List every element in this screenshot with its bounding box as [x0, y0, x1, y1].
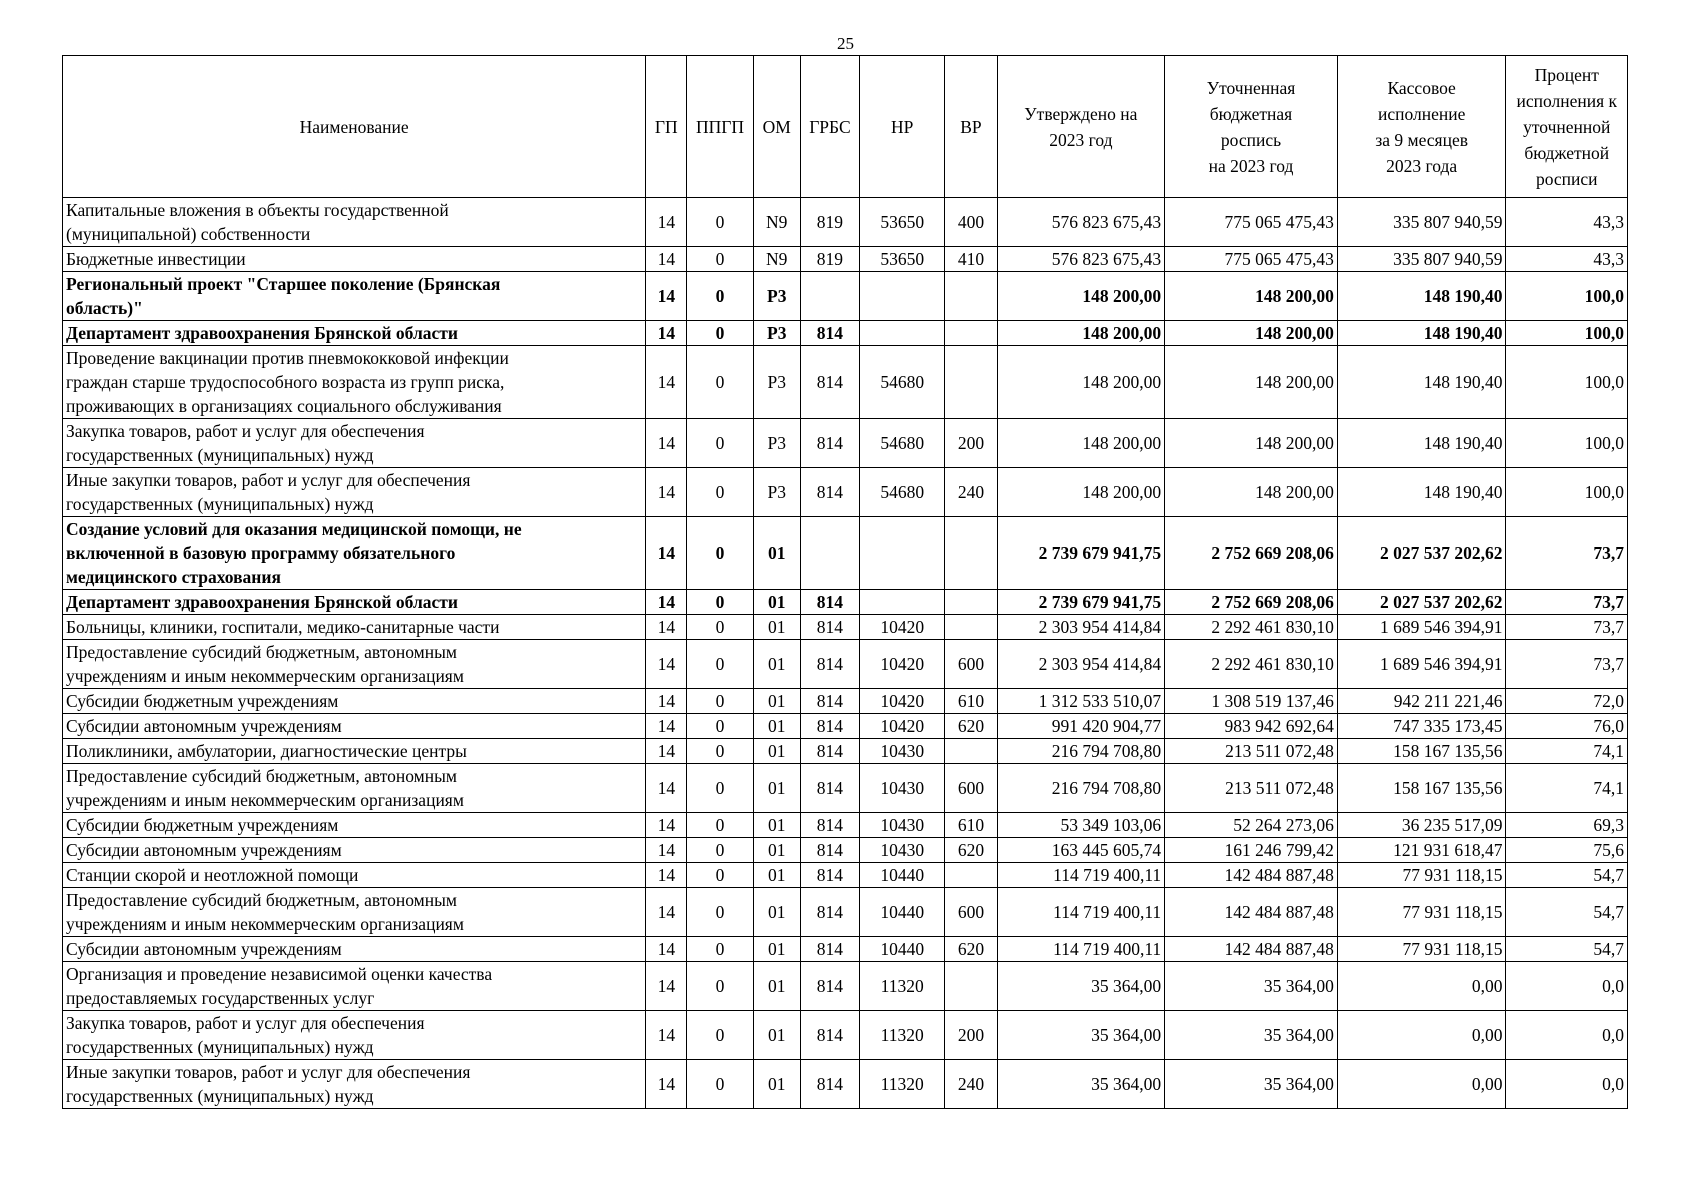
- cell-gp: 14: [646, 640, 687, 689]
- cell-grbs: 814: [800, 615, 859, 640]
- cell-cash: 158 167 135,56: [1337, 764, 1506, 813]
- cell-approved: 2 303 954 414,84: [997, 615, 1165, 640]
- cell-vr: 200: [945, 1011, 997, 1060]
- row-name: Департамент здравоохранения Брянской области: [63, 321, 646, 346]
- table-row: [63, 1011, 1628, 1060]
- cell-ppgp: 0: [687, 1011, 753, 1060]
- table-row: [63, 888, 1628, 937]
- cell-percent: 0,0: [1506, 1060, 1628, 1109]
- cell-ppgp: 0: [687, 962, 753, 1011]
- cell-percent: 75,6: [1506, 838, 1628, 863]
- row-name: Иные закупки товаров, работ и услуг для обеспечения государственных (муниципальных) нужд: [63, 1060, 646, 1109]
- cell-cash: 0,00: [1337, 1060, 1506, 1109]
- cell-nr: 53650: [860, 198, 945, 247]
- cell-gp: 14: [646, 689, 687, 714]
- cell-percent: 72,0: [1506, 689, 1628, 714]
- cell-approved: 114 719 400,11: [997, 888, 1165, 937]
- cell-grbs: 814: [800, 714, 859, 739]
- cell-approved: 576 823 675,43: [997, 198, 1165, 247]
- cell-nr: 10430: [860, 813, 945, 838]
- cell-revised: 775 065 475,43: [1165, 247, 1338, 272]
- cell-ppgp: 0: [687, 468, 753, 517]
- cell-percent: 100,0: [1506, 419, 1628, 468]
- cell-nr: [860, 321, 945, 346]
- table-row: [63, 1060, 1628, 1109]
- cell-grbs: 814: [800, 1011, 859, 1060]
- cell-cash: 148 190,40: [1337, 419, 1506, 468]
- cell-vr: [945, 346, 997, 419]
- cell-approved: 2 739 679 941,75: [997, 590, 1165, 615]
- cell-revised: 2 292 461 830,10: [1165, 615, 1338, 640]
- table-row: [63, 468, 1628, 517]
- table-row: [63, 247, 1628, 272]
- cell-grbs: 814: [800, 321, 859, 346]
- cell-revised: 148 200,00: [1165, 321, 1338, 346]
- cell-ppgp: 0: [687, 813, 753, 838]
- table-row: [63, 962, 1628, 1011]
- cell-ppgp: 0: [687, 640, 753, 689]
- cell-grbs: 814: [800, 1060, 859, 1109]
- cell-nr: 10440: [860, 888, 945, 937]
- cell-om: 01: [753, 615, 800, 640]
- table-row: [63, 689, 1628, 714]
- row-name: Капитальные вложения в объекты государственной (муниципальной) собственности: [63, 198, 646, 247]
- cell-approved: 216 794 708,80: [997, 764, 1165, 813]
- cell-percent: 43,3: [1506, 247, 1628, 272]
- cell-nr: 11320: [860, 962, 945, 1011]
- cell-ppgp: 0: [687, 419, 753, 468]
- cell-revised: 148 200,00: [1165, 346, 1338, 419]
- table-header-row: [63, 56, 1628, 198]
- cell-percent: 74,1: [1506, 739, 1628, 764]
- cell-om: 01: [753, 1060, 800, 1109]
- cell-percent: 73,7: [1506, 517, 1628, 590]
- cell-om: P3: [753, 419, 800, 468]
- cell-vr: [945, 739, 997, 764]
- cell-approved: 2 739 679 941,75: [997, 517, 1165, 590]
- cell-om: 01: [753, 689, 800, 714]
- cell-grbs: [800, 517, 859, 590]
- cell-nr: 10430: [860, 838, 945, 863]
- cell-vr: [945, 962, 997, 1011]
- cell-ppgp: 0: [687, 714, 753, 739]
- row-name: Поликлиники, амбулатории, диагностические центры: [63, 739, 646, 764]
- cell-om: 01: [753, 714, 800, 739]
- cell-om: 01: [753, 590, 800, 615]
- cell-revised: 148 200,00: [1165, 272, 1338, 321]
- cell-cash: 148 190,40: [1337, 468, 1506, 517]
- table-row: [63, 321, 1628, 346]
- cell-revised: 35 364,00: [1165, 962, 1338, 1011]
- cell-nr: 10420: [860, 615, 945, 640]
- cell-approved: 163 445 605,74: [997, 838, 1165, 863]
- cell-cash: 2 027 537 202,62: [1337, 590, 1506, 615]
- cell-vr: [945, 517, 997, 590]
- cell-approved: 53 349 103,06: [997, 813, 1165, 838]
- cell-vr: 620: [945, 937, 997, 962]
- row-name: Субсидии автономным учреждениям: [63, 937, 646, 962]
- cell-vr: 240: [945, 468, 997, 517]
- cell-ppgp: 0: [687, 838, 753, 863]
- cell-om: 01: [753, 962, 800, 1011]
- cell-om: P3: [753, 468, 800, 517]
- table-row: [63, 517, 1628, 590]
- cell-ppgp: 0: [687, 321, 753, 346]
- cell-grbs: 814: [800, 468, 859, 517]
- cell-approved: 35 364,00: [997, 1060, 1165, 1109]
- cell-nr: [860, 590, 945, 615]
- cell-cash: 747 335 173,45: [1337, 714, 1506, 739]
- table-row: [63, 863, 1628, 888]
- header-om: ОМ: [753, 56, 800, 198]
- cell-grbs: 814: [800, 640, 859, 689]
- table-row: [63, 272, 1628, 321]
- cell-percent: 73,7: [1506, 640, 1628, 689]
- header-gp: ГП: [646, 56, 687, 198]
- cell-vr: 600: [945, 640, 997, 689]
- budget-table: [62, 55, 1628, 1109]
- cell-om: 01: [753, 739, 800, 764]
- cell-nr: 10430: [860, 764, 945, 813]
- cell-om: 01: [753, 838, 800, 863]
- header-percent: Процент исполнения к уточненной бюджетной росписи: [1506, 56, 1628, 198]
- cell-revised: 775 065 475,43: [1165, 198, 1338, 247]
- cell-revised: 2 752 669 208,06: [1165, 517, 1338, 590]
- cell-approved: 1 312 533 510,07: [997, 689, 1165, 714]
- cell-gp: 14: [646, 739, 687, 764]
- cell-vr: 240: [945, 1060, 997, 1109]
- cell-percent: 74,1: [1506, 764, 1628, 813]
- row-name: Проведение вакцинации против пневмококковой инфекции граждан старше трудоспособного возраста из групп риска, проживающих в организациях социального обслуживания: [63, 346, 646, 419]
- cell-revised: 52 264 273,06: [1165, 813, 1338, 838]
- cell-grbs: 814: [800, 739, 859, 764]
- cell-cash: 2 027 537 202,62: [1337, 517, 1506, 590]
- row-name: Департамент здравоохранения Брянской области: [63, 590, 646, 615]
- cell-vr: [945, 321, 997, 346]
- cell-nr: 10430: [860, 739, 945, 764]
- cell-percent: 76,0: [1506, 714, 1628, 739]
- cell-vr: 410: [945, 247, 997, 272]
- cell-revised: 142 484 887,48: [1165, 888, 1338, 937]
- cell-gp: 14: [646, 937, 687, 962]
- cell-percent: 43,3: [1506, 198, 1628, 247]
- cell-nr: 10440: [860, 937, 945, 962]
- row-name: Субсидии бюджетным учреждениям: [63, 689, 646, 714]
- cell-cash: 1 689 546 394,91: [1337, 640, 1506, 689]
- cell-approved: 2 303 954 414,84: [997, 640, 1165, 689]
- cell-vr: 600: [945, 888, 997, 937]
- cell-grbs: 814: [800, 346, 859, 419]
- table-row: [63, 640, 1628, 689]
- cell-grbs: 819: [800, 247, 859, 272]
- cell-gp: 14: [646, 813, 687, 838]
- cell-cash: 335 807 940,59: [1337, 198, 1506, 247]
- cell-om: 01: [753, 888, 800, 937]
- row-name: Станции скорой и неотложной помощи: [63, 863, 646, 888]
- cell-percent: 100,0: [1506, 321, 1628, 346]
- cell-gp: 14: [646, 468, 687, 517]
- cell-om: P3: [753, 321, 800, 346]
- cell-approved: 114 719 400,11: [997, 937, 1165, 962]
- page-number: 25: [837, 34, 854, 53]
- cell-cash: 77 931 118,15: [1337, 888, 1506, 937]
- cell-percent: 100,0: [1506, 468, 1628, 517]
- cell-revised: 2 292 461 830,10: [1165, 640, 1338, 689]
- row-name: Организация и проведение независимой оценки качества предоставляемых государственных услуг: [63, 962, 646, 1011]
- cell-ppgp: 0: [687, 517, 753, 590]
- cell-approved: 576 823 675,43: [997, 247, 1165, 272]
- cell-vr: 620: [945, 714, 997, 739]
- cell-revised: 213 511 072,48: [1165, 764, 1338, 813]
- cell-nr: 11320: [860, 1060, 945, 1109]
- cell-cash: 942 211 221,46: [1337, 689, 1506, 714]
- cell-cash: 121 931 618,47: [1337, 838, 1506, 863]
- cell-vr: 620: [945, 838, 997, 863]
- cell-ppgp: 0: [687, 198, 753, 247]
- table-row: [63, 838, 1628, 863]
- cell-ppgp: 0: [687, 615, 753, 640]
- cell-ppgp: 0: [687, 689, 753, 714]
- cell-cash: 0,00: [1337, 1011, 1506, 1060]
- cell-gp: 14: [646, 198, 687, 247]
- cell-nr: 54680: [860, 346, 945, 419]
- cell-om: N9: [753, 198, 800, 247]
- cell-revised: 142 484 887,48: [1165, 863, 1338, 888]
- cell-ppgp: 0: [687, 247, 753, 272]
- cell-om: 01: [753, 764, 800, 813]
- row-name: Иные закупки товаров, работ и услуг для обеспечения государственных (муниципальных) нужд: [63, 468, 646, 517]
- cell-percent: 73,7: [1506, 615, 1628, 640]
- cell-approved: 35 364,00: [997, 962, 1165, 1011]
- cell-approved: 148 200,00: [997, 419, 1165, 468]
- cell-gp: 14: [646, 962, 687, 1011]
- cell-nr: [860, 517, 945, 590]
- cell-revised: 148 200,00: [1165, 419, 1338, 468]
- cell-grbs: 814: [800, 764, 859, 813]
- table-row: [63, 813, 1628, 838]
- row-name: Предоставление субсидий бюджетным, автономным учреждениям и иным некоммерческим организациям: [63, 764, 646, 813]
- cell-approved: 148 200,00: [997, 468, 1165, 517]
- cell-gp: 14: [646, 714, 687, 739]
- cell-nr: 11320: [860, 1011, 945, 1060]
- cell-om: 01: [753, 937, 800, 962]
- row-name: Бюджетные инвестиции: [63, 247, 646, 272]
- cell-revised: 983 942 692,64: [1165, 714, 1338, 739]
- cell-gp: 14: [646, 590, 687, 615]
- row-name: Предоставление субсидий бюджетным, автономным учреждениям и иным некоммерческим организациям: [63, 888, 646, 937]
- cell-grbs: [800, 272, 859, 321]
- cell-percent: 54,7: [1506, 863, 1628, 888]
- cell-cash: 158 167 135,56: [1337, 739, 1506, 764]
- cell-approved: 114 719 400,11: [997, 863, 1165, 888]
- cell-gp: 14: [646, 1060, 687, 1109]
- row-name: Предоставление субсидий бюджетным, автономным учреждениям и иным некоммерческим организациям: [63, 640, 646, 689]
- cell-ppgp: 0: [687, 739, 753, 764]
- cell-vr: [945, 863, 997, 888]
- cell-nr: 54680: [860, 468, 945, 517]
- cell-om: P3: [753, 346, 800, 419]
- cell-grbs: 814: [800, 937, 859, 962]
- cell-percent: 69,3: [1506, 813, 1628, 838]
- cell-revised: 161 246 799,42: [1165, 838, 1338, 863]
- cell-grbs: 819: [800, 198, 859, 247]
- cell-ppgp: 0: [687, 590, 753, 615]
- cell-gp: 14: [646, 419, 687, 468]
- cell-vr: [945, 272, 997, 321]
- header-vr: ВР: [945, 56, 997, 198]
- cell-grbs: 814: [800, 590, 859, 615]
- cell-om: N9: [753, 247, 800, 272]
- table-row: [63, 937, 1628, 962]
- cell-percent: 100,0: [1506, 272, 1628, 321]
- cell-nr: 10420: [860, 640, 945, 689]
- cell-cash: 335 807 940,59: [1337, 247, 1506, 272]
- row-name: Создание условий для оказания медицинской помощи, не включенной в базовую программу обязательного медицинского страхования: [63, 517, 646, 590]
- cell-cash: 148 190,40: [1337, 346, 1506, 419]
- header-approved: Утверждено на 2023 год: [997, 56, 1165, 198]
- cell-ppgp: 0: [687, 937, 753, 962]
- cell-percent: 54,7: [1506, 888, 1628, 937]
- cell-gp: 14: [646, 838, 687, 863]
- row-name: Субсидии автономным учреждениям: [63, 714, 646, 739]
- cell-revised: 142 484 887,48: [1165, 937, 1338, 962]
- cell-cash: 77 931 118,15: [1337, 937, 1506, 962]
- row-name: Субсидии автономным учреждениям: [63, 838, 646, 863]
- cell-ppgp: 0: [687, 863, 753, 888]
- cell-gp: 14: [646, 272, 687, 321]
- header-revised: Уточненная бюджетная роспись на 2023 год: [1165, 56, 1338, 198]
- cell-cash: 0,00: [1337, 962, 1506, 1011]
- cell-percent: 73,7: [1506, 590, 1628, 615]
- cell-vr: 610: [945, 689, 997, 714]
- table-row: [63, 615, 1628, 640]
- header-nr: НР: [860, 56, 945, 198]
- cell-approved: 148 200,00: [997, 272, 1165, 321]
- header-grbs: ГРБС: [800, 56, 859, 198]
- cell-gp: 14: [646, 517, 687, 590]
- table-row: [63, 198, 1628, 247]
- cell-percent: 54,7: [1506, 937, 1628, 962]
- cell-vr: 200: [945, 419, 997, 468]
- cell-grbs: 814: [800, 813, 859, 838]
- header-ppgp: ППГП: [687, 56, 753, 198]
- cell-approved: 216 794 708,80: [997, 739, 1165, 764]
- cell-nr: 10420: [860, 714, 945, 739]
- cell-gp: 14: [646, 863, 687, 888]
- cell-revised: 148 200,00: [1165, 468, 1338, 517]
- cell-gp: 14: [646, 1011, 687, 1060]
- cell-grbs: 814: [800, 419, 859, 468]
- cell-om: 01: [753, 813, 800, 838]
- cell-approved: 148 200,00: [997, 346, 1165, 419]
- table-row: [63, 739, 1628, 764]
- row-name: Закупка товаров, работ и услуг для обеспечения государственных (муниципальных) нужд: [63, 1011, 646, 1060]
- table-row: [63, 714, 1628, 739]
- cell-vr: 400: [945, 198, 997, 247]
- table-row: [63, 764, 1628, 813]
- cell-cash: 1 689 546 394,91: [1337, 615, 1506, 640]
- cell-revised: 213 511 072,48: [1165, 739, 1338, 764]
- cell-ppgp: 0: [687, 346, 753, 419]
- cell-nr: 10420: [860, 689, 945, 714]
- cell-approved: 148 200,00: [997, 321, 1165, 346]
- cell-percent: 100,0: [1506, 346, 1628, 419]
- cell-nr: [860, 272, 945, 321]
- row-name: Закупка товаров, работ и услуг для обеспечения государственных (муниципальных) нужд: [63, 419, 646, 468]
- cell-cash: 148 190,40: [1337, 272, 1506, 321]
- cell-gp: 14: [646, 321, 687, 346]
- cell-nr: 54680: [860, 419, 945, 468]
- cell-vr: 610: [945, 813, 997, 838]
- row-name: Субсидии бюджетным учреждениям: [63, 813, 646, 838]
- cell-gp: 14: [646, 764, 687, 813]
- cell-vr: 600: [945, 764, 997, 813]
- cell-om: P3: [753, 272, 800, 321]
- row-name: Больницы, клиники, госпитали, медико-санитарные части: [63, 615, 646, 640]
- cell-om: 01: [753, 640, 800, 689]
- cell-ppgp: 0: [687, 272, 753, 321]
- cell-om: 01: [753, 863, 800, 888]
- cell-grbs: 814: [800, 888, 859, 937]
- cell-ppgp: 0: [687, 1060, 753, 1109]
- cell-grbs: 814: [800, 838, 859, 863]
- cell-om: 01: [753, 1011, 800, 1060]
- cell-vr: [945, 590, 997, 615]
- cell-gp: 14: [646, 888, 687, 937]
- cell-revised: 1 308 519 137,46: [1165, 689, 1338, 714]
- cell-grbs: 814: [800, 863, 859, 888]
- table-row: [63, 419, 1628, 468]
- cell-grbs: 814: [800, 689, 859, 714]
- cell-nr: 10440: [860, 863, 945, 888]
- row-name: Региональный проект "Старшее поколение (Брянская область)": [63, 272, 646, 321]
- header-cash: Кассовое исполнение за 9 месяцев 2023 года: [1337, 56, 1506, 198]
- cell-ppgp: 0: [687, 764, 753, 813]
- cell-cash: 77 931 118,15: [1337, 863, 1506, 888]
- cell-percent: 0,0: [1506, 1011, 1628, 1060]
- cell-nr: 53650: [860, 247, 945, 272]
- table-row: [63, 346, 1628, 419]
- cell-revised: 35 364,00: [1165, 1011, 1338, 1060]
- cell-cash: 36 235 517,09: [1337, 813, 1506, 838]
- cell-gp: 14: [646, 247, 687, 272]
- cell-ppgp: 0: [687, 888, 753, 937]
- cell-revised: 2 752 669 208,06: [1165, 590, 1338, 615]
- cell-vr: [945, 615, 997, 640]
- cell-revised: 35 364,00: [1165, 1060, 1338, 1109]
- cell-gp: 14: [646, 346, 687, 419]
- cell-om: 01: [753, 517, 800, 590]
- cell-grbs: 814: [800, 962, 859, 1011]
- table-row: [63, 590, 1628, 615]
- cell-percent: 0,0: [1506, 962, 1628, 1011]
- cell-approved: 35 364,00: [997, 1011, 1165, 1060]
- table-body: [63, 198, 1628, 1109]
- cell-gp: 14: [646, 615, 687, 640]
- cell-approved: 991 420 904,77: [997, 714, 1165, 739]
- cell-cash: 148 190,40: [1337, 321, 1506, 346]
- header-name: Наименование: [63, 56, 646, 198]
